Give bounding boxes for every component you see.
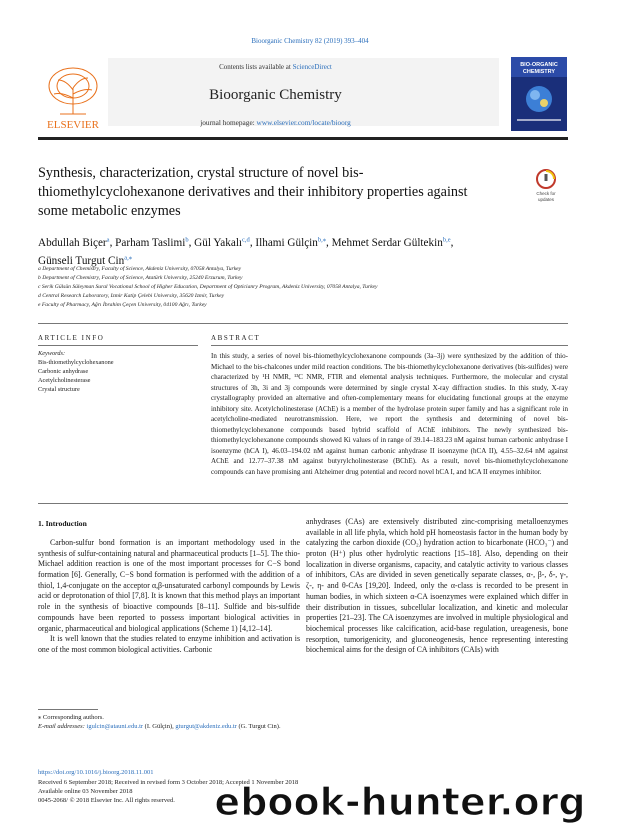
author[interactable]: Parham Taslimi$^b$ [115, 236, 189, 249]
author-list: Abdullah Biçer$^a$, Parham Taslimi$^b$, Gül Yakalı$^{c,d}$, Ilhami Gülçin$^{b,⁎}$, Mehmet Serdar Gültekin$^{b,e}$, Günseli Turgut Cin$^{a,⁎}$ [38, 236, 454, 268]
divider [38, 345, 198, 346]
doi-link[interactable]: https://doi.org/10.1016/j.bioorg.2018.11.001 [38, 769, 154, 776]
keywords-label: Keywords: [38, 350, 66, 357]
corresponding-note: ⁎ Corresponding authors. [38, 714, 104, 721]
author[interactable]: Günseli Turgut Cin$^{a,⁎}$ [38, 254, 132, 268]
online-date: Available online 03 November 2018 [38, 788, 133, 795]
header-rule [38, 137, 568, 140]
keyword: Carbonic anhydrase [38, 368, 89, 375]
abstract-heading: ABSTRACT [211, 334, 261, 342]
check-for-updates-badge[interactable] [526, 168, 566, 204]
copyright-line: 0045-2068/ © 2018 Elsevier Inc. All rights reserved. [38, 797, 175, 804]
divider [211, 345, 568, 346]
author[interactable]: Mehmet Serdar Gültekin$^{b,e}$ [331, 236, 451, 249]
intro-right-column [306, 517, 568, 656]
check-updates-line2: updates [537, 197, 555, 202]
received-dates: Received 6 September 2018; Received in revised form 3 October 2018; Accepted 1 November 2018 [38, 779, 299, 786]
intro-paragraph: It is well known that the studies related to enzyme inhibition and activation is one of the most common biological activities. Carbonic [38, 634, 300, 654]
abstract-text: In this study, a series of novel bis-thiomethylcyclohexanone compounds (3a–3j) were synthesized by the addition of thio-Michael to the bis-chalcones under mild reaction conditions. The bis-thiomethylcyclohexanone derivatives (bis-sulfides) were characterized by ¹H NMR, ¹³C NMR, FTIR and elemental analysis techniques. Furthermore, the molecular and crystal structures of 3h, 3i and 3j compounds were determined by single crystal X-ray diffraction studies. In this study, X-ray crystallography provided an alternative and often-complementary means for elucidating functional groups at the enzyme inhibitory site. Acetylcholinesterase (AChE) is a member of the hydrolase protein super family and has a significant role in acetylcholine-mediated neurotransmission. Here, we report the synthesis and determining of novel bis-thiomethylcyclohexanone compounds based hybrid scaffold of AChE inhibitors. The newly synthesized bis-thiomethylcyclohexanone compounds showed Ki values of in range of 39.14–183.23 nM against human carbonic anhydrase I isoenzyme (hCA I), 46.03–194.02 nM against human carbonic anhydrase II isoenzyme (hCA II), 4.55–32.64 nM against AChE and 12.77–37.38 nM against butyrylcholinesterase (BChE). As a result, novel bis-thiomethylcyclohexanone compounds can have promising anti Alzheimer drug potential and record novel hCA I, and hCA II enzymes inhibitor. [211, 352, 568, 476]
article-info-heading: ARTICLE INFO [38, 334, 105, 342]
email-link[interactable]: gturgut@akdeniz.edu.tr [175, 723, 237, 730]
journal-title: Bioorganic Chemistry [209, 87, 342, 103]
elsevier-logo-text: ELSEVIER [47, 119, 99, 131]
intro-paragraph: anhydrases (CAs) are extensively distributed zinc-comprising metalloenzymes available in all life phyla, which hold pH homeostasis factor in the human body by catalyzing the carbon dioxide (CO₂) hydration action to bicarbonate (HCO₃⁻) and proton (H⁺) plus other hydrolytic reactions [15–18]. Also, depending on their localization in diverse organisms, capacity, and catalytic activity to various classes of inhibitors, CAs are divided in seven genetically separate classes, α-, β-, δ-, γ-, ζ-, η- and θ-CAs [19,20]. Indeed, only the α-class is recorded to be present in human bodies, in which sixteen α-CA isoenzymes were explained which differ in their distribution in tissues, subcellular localization, and kinetic and molecular properties [21–23]. The CA isoenzymes are involved in multiple physiological and biochemical processes like calcification, acid-base regulation, ureagenesis, bone resorption, tumorigenicity, and gluconeogenesis, hence representing interesting biochemical aims for the design of CA inhibitors (CAIs) with [306, 517, 568, 655]
author[interactable]: Gül Yakalı$^{c,d}$ [194, 236, 250, 249]
cover-title-line2: CHEMISTRY [522, 69, 556, 75]
journal-homepage [52, 118, 499, 127]
intro-paragraph: Carbon-sulfur bond formation is an important methodology used in the synthesis of sulfur-containing natural and pharmaceutical products [1–5]. The thio-Michael addition reaction is one of the most important processes for C−S bond formation [6]. Generally, C−S bond formation is performed with the addition of a thiol, 1,4-conjugate on the acceptor α,β-unsaturated carbonyl compounds by Lewis acid or deprotonation of thiol [7,8]. It is known that this method plays an important role in the synthesis of bioactive compounds [8–11]. Sulfide and bis-sulfide compounds have been reported to possess important biological activities in organic, pharmaceutical and biological applications (Scheme 1) [4,12–14]. [38, 538, 300, 633]
affiliation-c: c Serik Gülsün Süleyman Sural Vocational School of Higher Education, Department of Opticianry Program, Akdeniz University, 07058 Antalya, Turkey [38, 284, 378, 290]
affiliation-b: b Department of Chemistry, Faculty of Science, Atatürk University, 25240 Erzurum, Turkey [38, 275, 243, 281]
check-updates-line1: Check for [536, 191, 556, 196]
footnote-divider [38, 709, 98, 710]
sciencedirect-link[interactable]: ScienceDirect [292, 63, 332, 71]
divider [38, 323, 568, 324]
affiliation-d: d Central Research Laboratory, Izmir Katip Çelebi University, 35620 Izmir, Turkey [38, 293, 225, 299]
cover-graphic [526, 86, 552, 112]
divider [38, 503, 568, 504]
journal-citation[interactable]: Bioorganic Chemistry 82 (2019) 393–404 [251, 37, 369, 45]
keyword: Bis-thiomethylcyclohexanone [38, 359, 114, 366]
journal-cover[interactable] [511, 57, 567, 131]
intro-left-column [38, 538, 300, 656]
contents-prefix: Contents lists available at [219, 63, 293, 71]
article-title: Synthesis, characterization, crystal structure of novel bis-thiomethylcyclohexanone derivatives and their inhibitory properties against some metabolic enzymes [38, 165, 468, 219]
author[interactable]: Ilhami Gülçin$^{b,⁎}$ [255, 236, 326, 249]
emails-label: E-mail addresses: [38, 723, 87, 730]
watermark [200, 779, 600, 823]
introduction-heading: 1. Introduction [38, 519, 87, 528]
homepage-link[interactable]: www.elsevier.com/locate/bioorg [256, 118, 351, 127]
keyword: Crystal structure [38, 386, 80, 393]
affiliation-e: e Faculty of Pharmacy, Ağrı İbrahim Çeçen University, 04100 Ağrı, Turkey [38, 302, 207, 308]
email-link[interactable]: igulcin@atauni.edu.tr [86, 723, 144, 730]
contents-availability [52, 63, 499, 71]
watermark-text: ebook-hunter.org [214, 780, 586, 823]
homepage-prefix: journal homepage: [200, 118, 257, 127]
email-addresses: E-mail addresses: igulcin@atauni.edu.tr (I. Gülçin), gturgut@akdeniz.edu.tr (G. Turgut Cin). [38, 723, 281, 730]
keyword: Acetylcholinesterase [38, 377, 91, 384]
author[interactable]: Abdullah Biçer$^a$ [38, 236, 110, 249]
affiliation-a: a Department of Chemistry, Faculty of Science, Akdeniz University, 07058 Antalya, Turkey [38, 266, 242, 272]
cover-title-line1: BIO-ORGANIC [520, 62, 558, 68]
